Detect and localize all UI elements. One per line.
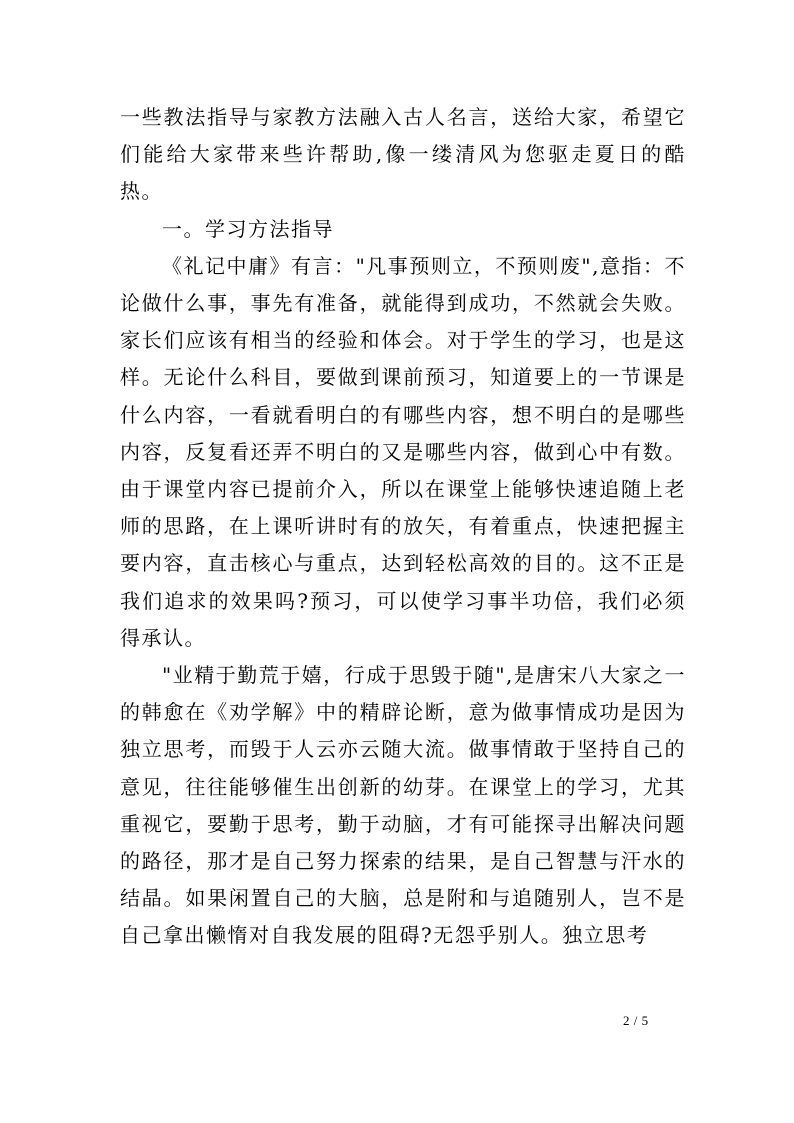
paragraph-intro: 一些教法指导与家教方法融入古人名言，送给大家，希望它们能给大家带来些许帮助,像一缕清风为您驱走夏日的酷热。 — [120, 105, 686, 204]
page-number: 2 / 5 — [623, 1013, 649, 1028]
section-heading: 一。学习方法指导 — [162, 216, 334, 241]
paragraph-preview: 《礼记中庸》有言："凡事预则立，不预则废",意指：不论做什么事，事先有准备，就能得到成功，不然就会失败。家长们应该有相当的经验和体会。对于学生的学习，也是这样。无论什么科目，要做到课前预习，知道要上的一节课是什么内容，一看就看明白的有哪些内容，想不明白的是哪些内容，反复看还弄不明白的又是哪些内容，做到心中有数。由于课堂内容已提前介入，所以在课堂上能够快速追随上老师的思路，在上课听讲时有的放矢，有着重点，快速把握主要内容，直击核心与重点，达到轻松高效的目的。这不正是我们追求的效果吗?预习，可以使学习事半功倍，我们必须得承认。 — [120, 253, 686, 650]
body-text — [120, 99, 686, 955]
paragraph-thinking: "业精于勤荒于嬉，行成于思毁于随",是唐宋八大家之一的韩愈在《劝学解》中的精辟论断，意为做事情成功是因为独立思考，而毁于人云亦云随大流。做事情敢于坚持自己的意见，往往能够催生出创新的幼芽。在课堂上的学习，尤其重视它，要勤于思考，勤于动脑，才有可能探寻出解决问题的路径，那才是自己努力探索的结果，是自己智慧与汗水的结晶。如果闲置自己的大脑，总是附和与追随别人，岂不是自己拿出懒惰对自我发展的阻碍?无怨乎别人。独立思考 — [120, 663, 686, 948]
